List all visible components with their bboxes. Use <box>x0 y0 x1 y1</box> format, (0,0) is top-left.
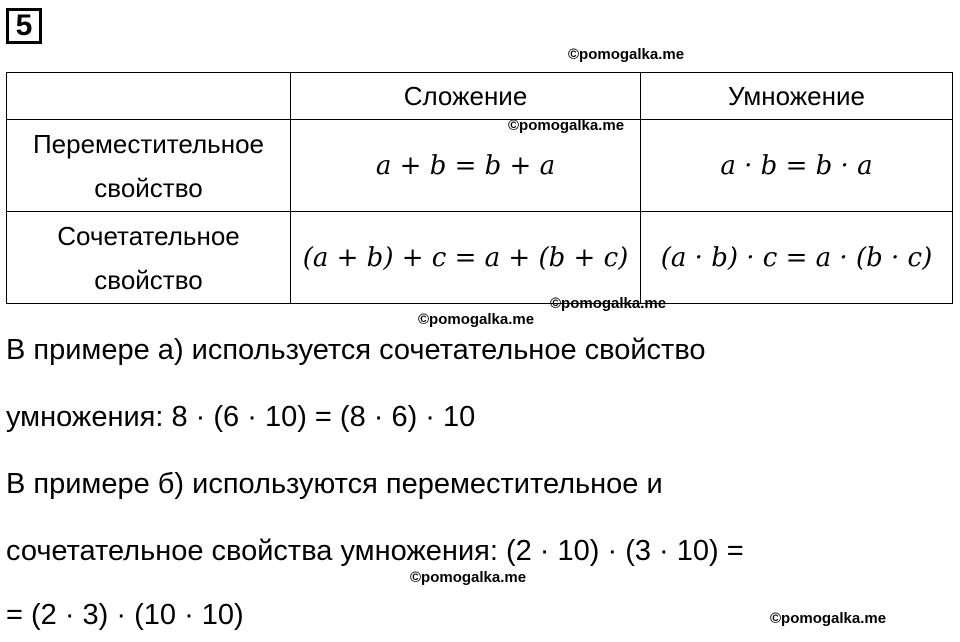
header-multiplication: Умножение <box>641 73 953 120</box>
watermark: ©pomogalka.me <box>418 311 535 328</box>
watermark: ©pomogalka.me <box>770 610 887 627</box>
explanation-line-3: В примере б) используются переместительное и <box>6 468 663 500</box>
explanation-line-2: умножения: 8 · (6 · 10) = (8 · 6) · 10 <box>6 401 476 433</box>
header-empty-cell <box>7 73 291 120</box>
task-number: 5 <box>6 8 42 44</box>
properties-table <box>6 72 953 304</box>
watermark: ©pomogalka.me <box>508 117 625 134</box>
row-label-line1: Сочетательное <box>57 220 240 251</box>
table-header-row <box>7 73 953 120</box>
commutative-addition-formula: a + b = b + a <box>291 120 641 212</box>
row-label-line2: свойство <box>94 264 203 295</box>
header-addition: Сложение <box>291 73 641 120</box>
table-row <box>7 120 953 212</box>
explanation-line-4: сочетательное свойства умножения: (2 · 10) · (3 · 10) = <box>6 535 744 567</box>
associative-multiplication-formula: (a · b) · c = a · (b · c) <box>641 212 953 304</box>
row-label-associative <box>7 212 291 304</box>
table-row <box>7 212 953 304</box>
row-label-commutative <box>7 120 291 212</box>
watermark: ©pomogalka.me <box>410 569 527 586</box>
associative-addition-formula: (a + b) + c = a + (b + c) <box>291 212 641 304</box>
commutative-multiplication-formula: a · b = b · a <box>641 120 953 212</box>
explanation-line-1: В примере а) используется сочетательное свойство <box>6 334 706 366</box>
row-label-line1: Переместительное <box>32 128 265 159</box>
watermark: ©pomogalka.me <box>568 46 685 63</box>
explanation-line-5: = (2 · 3) · (10 · 10) <box>6 599 244 631</box>
watermark: ©pomogalka.me <box>550 295 667 312</box>
row-label-line2: свойство <box>94 172 203 203</box>
